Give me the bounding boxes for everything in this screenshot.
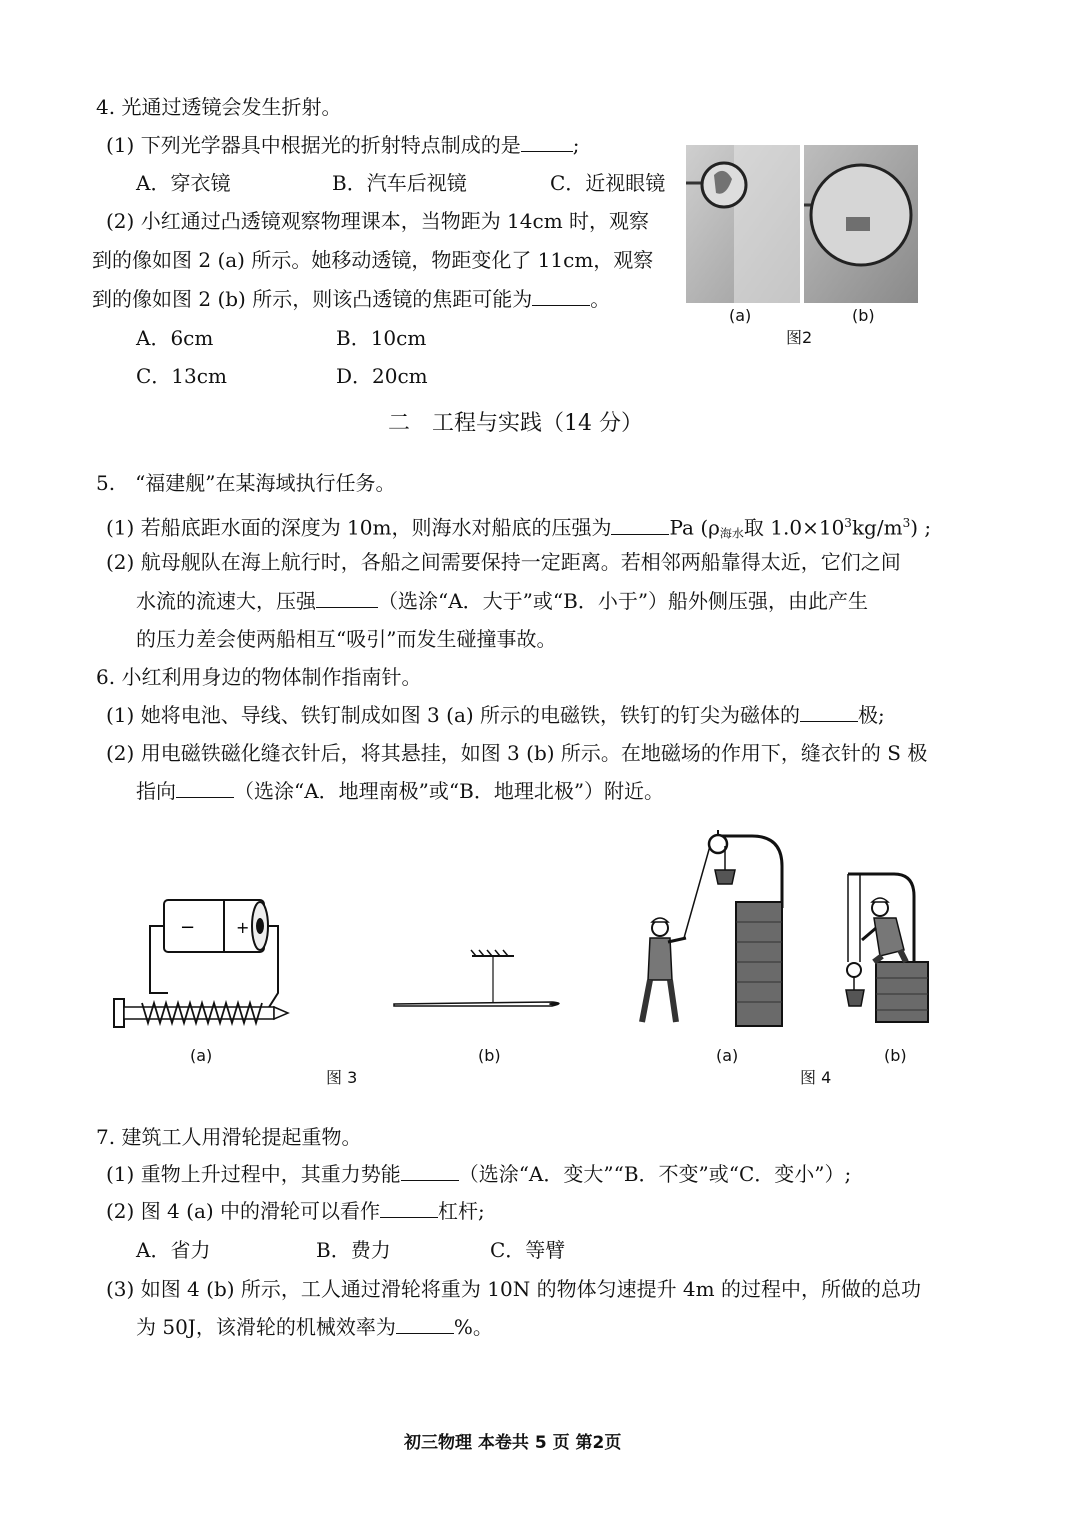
q7-p2-option-c[interactable]: C．等臂 (490, 1238, 566, 1262)
q4-p2-option-b[interactable]: B．10cm (336, 326, 427, 350)
q4-p1-option-b[interactable]: B．汽车后视镜 (332, 171, 467, 195)
q5-p2-line3: 的压力差会使两船相互“吸引”而发生碰撞事故。 (136, 627, 557, 651)
q7-p2-a: 图 4 (a) 中的滑轮可以看作 (140, 1199, 381, 1223)
q5-p1-end: ) ; (910, 515, 932, 540)
q5-p1-val: 取 1.0×10 (743, 515, 845, 540)
q4-stem: 4. 光通过透镜会发生折射。 (96, 95, 342, 119)
q7-p1-b: （选涂“A．变大”“B．不变”或“C．变小”）; (458, 1162, 852, 1186)
q4-p1-option-a[interactable]: A．穿衣镜 (136, 171, 231, 195)
q5-stem: 5. “福建舰”在某海域执行任务。 (96, 471, 396, 495)
fig4-label-b: (b) (884, 1046, 907, 1065)
q7-p1-label: (1) (106, 1162, 135, 1186)
brick-wall-b (876, 962, 928, 1022)
q7-p1-a: 重物上升过程中，其重力势能 (140, 1162, 401, 1186)
q7-p2-option-b[interactable]: B．费力 (316, 1238, 391, 1262)
q6-stem: 6. 小红利用身边的物体制作指南针。 (96, 665, 422, 689)
q6-p2-line2a: 指向 (136, 779, 176, 803)
q4-p2-label: (2) (106, 209, 135, 233)
fig2-label-a: (a) (729, 306, 752, 325)
q4-p2-line3 (92, 286, 610, 312)
q5-p1-sub: 海水 (719, 526, 744, 541)
q7-part2 (106, 1198, 485, 1224)
worker-figure (642, 918, 686, 1022)
q7-stem: 7. 建筑工人用滑轮提起重物。 (96, 1125, 362, 1149)
q7-p3-blank[interactable] (396, 1315, 454, 1334)
q7-p2-blank[interactable] (380, 1199, 438, 1218)
fig2-label-b: (b) (852, 306, 875, 325)
q7-p2-b: 杠杆; (438, 1199, 485, 1223)
q7-p3-line1: 如图 4 (b) 所示，工人通过滑轮将重为 10N 的物体匀速提升 4m 的过程中，所做的总功 (140, 1277, 921, 1301)
photo-b (804, 145, 918, 303)
q6-p2-label: (2) (106, 741, 135, 765)
q5-p2-line2a: 水流的流速大，压强 (136, 589, 316, 613)
bucket-b (846, 990, 864, 1006)
section-2-title: 二 工程与实践（14 分） (388, 411, 643, 436)
fig4-caption: 图 4 (800, 1068, 832, 1087)
q6-p1-a: 她将电池、导线、铁钉制成如图 3 (a) 所示的电磁铁，铁钉的钉尖为磁体的 (140, 703, 801, 727)
fig3-label-b: (b) (478, 1046, 501, 1065)
fig4-label-a: (a) (716, 1046, 739, 1065)
bucket (715, 870, 735, 884)
q4-p2-line3a: 到的像如图 2 (b) 所示，则该凸透镜的焦距可能为 (92, 287, 533, 311)
q7-p2-label: (2) (106, 1199, 135, 1223)
q5-p1-tail: kg/m (851, 515, 903, 540)
q6-part2-line1 (106, 740, 927, 766)
q5-p2-line2b: （选涂“A．大于”或“B．小于”）船外侧压强，由此产生 (378, 589, 869, 613)
q5-p2-label: (2) (106, 550, 135, 574)
q5-p2-line2 (136, 588, 868, 614)
q5-p1-label: (1) (106, 515, 135, 540)
figure-3b-needle (392, 948, 572, 1018)
fig3-label-a: (a) (190, 1046, 213, 1065)
fig3-caption: 图 3 (326, 1068, 358, 1087)
q5-p1-tail-exp: 3 (902, 516, 911, 530)
q7-p2-option-a[interactable]: A．省力 (136, 1238, 211, 1262)
q5-p2-line1: 航母舰队在海上航行时，各船之间需要保持一定距离。若相邻两船靠得太近，它们之间 (140, 550, 901, 574)
q5-part1 (106, 510, 931, 547)
q6-p1-label: (1) (106, 703, 135, 727)
q7-p3-label: (3) (106, 1277, 135, 1301)
q4-p2-line1: 小红通过凸透镜观察物理课本，当物距为 14cm 时，观察 (140, 209, 650, 233)
q5-p1-unit: Pa ( (669, 515, 709, 540)
worker-figure-b (862, 898, 906, 962)
q4-part1 (106, 132, 579, 158)
q6-p1-b: 极; (858, 703, 885, 727)
q6-p1-blank[interactable] (800, 703, 858, 722)
battery-minus-sign: − (180, 917, 196, 938)
q5-p1-text: 若船底距水面的深度为 10m，则海水对船底的压强为 (140, 515, 612, 540)
q7-p3-line2b: %。 (453, 1315, 493, 1339)
q5-p1-rho: ρ (708, 515, 720, 540)
q4-p2-option-c[interactable]: C．13cm (136, 364, 227, 388)
page-footer: 初三物理 本卷共 5 页 第2页 (404, 1433, 622, 1453)
q4-p1-text: 下列光学器具中根据光的折射特点制成的是 (140, 133, 521, 157)
q6-p2-line2b: （选涂“A．地理南极”或“B．地理北极”）附近。 (234, 779, 665, 803)
q6-part1 (106, 702, 885, 728)
q5-part2-line1 (106, 549, 901, 575)
q4-p2-line3b: 。 (590, 287, 611, 311)
q4-p1-blank[interactable] (521, 133, 573, 152)
figure-4a-pulley (632, 822, 792, 1028)
q7-p1-blank[interactable] (401, 1162, 459, 1181)
figure-2-photos (686, 145, 920, 305)
q4-part2-line1 (106, 208, 649, 234)
photo-a (686, 145, 800, 303)
q5-p1-blank[interactable] (611, 516, 669, 535)
movable-pulley (847, 963, 861, 977)
battery-plus-sign: + (236, 918, 250, 937)
q5-p1-exp: 3 (844, 516, 852, 530)
figure-3a-electromagnet (112, 895, 292, 1035)
q4-p2-option-d[interactable]: D．20cm (336, 364, 428, 388)
figure-4b-pulley (834, 866, 934, 1026)
fig2-caption: 图2 (786, 328, 813, 347)
q4-p2-option-a[interactable]: A．6cm (136, 326, 214, 350)
q4-p2-blank[interactable] (532, 287, 590, 306)
q7-p3-line2a: 为 50J，该滑轮的机械效率为 (136, 1315, 396, 1339)
q4-p1-option-c[interactable]: C．近视眼镜 (550, 171, 666, 195)
q6-p2-line2 (136, 778, 664, 804)
brick-wall (736, 902, 782, 1026)
q4-p1-end: ; (572, 133, 580, 157)
q4-p2-line2: 到的像如图 2 (a) 所示。她移动透镜，物距变化了 11cm，观察 (92, 248, 654, 272)
q7-part1 (106, 1161, 851, 1187)
q4-p1-label: (1) (106, 133, 135, 157)
q6-p2-line1: 用电磁铁磁化缝衣针后，将其悬挂，如图 3 (b) 所示。在地磁场的作用下，缝衣针的 S 极 (140, 741, 928, 765)
q6-p2-blank[interactable] (176, 779, 234, 798)
q7-p3-line2 (136, 1314, 493, 1340)
q7-part3-line1 (106, 1276, 921, 1302)
q5-p2-blank[interactable] (316, 589, 378, 608)
